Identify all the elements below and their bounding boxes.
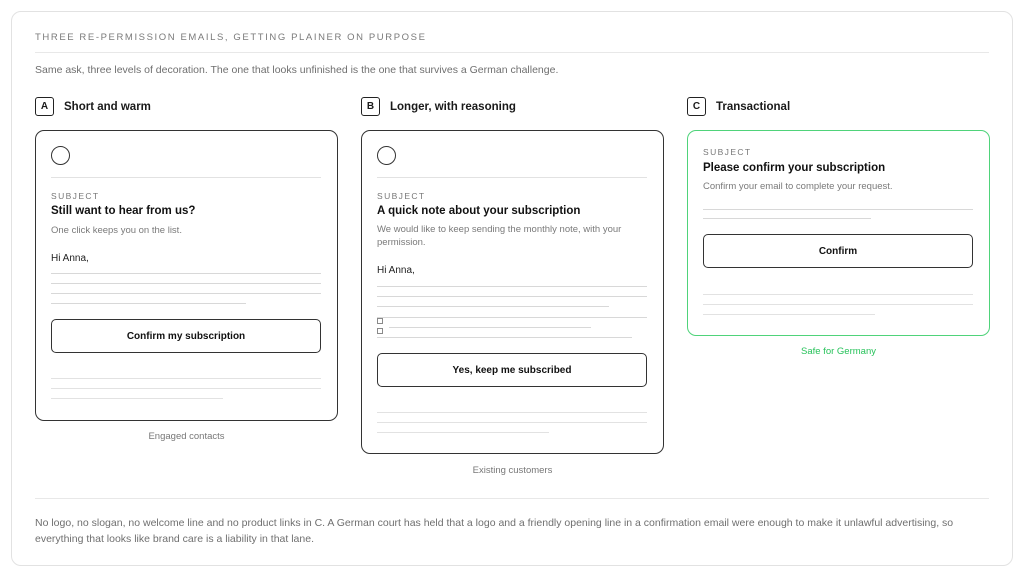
body-text-line	[703, 218, 871, 219]
bullet-checkbox-icon	[377, 328, 383, 334]
email-card-c	[687, 130, 990, 336]
body-text-line	[51, 293, 321, 294]
footer-line	[51, 378, 321, 379]
greeting: Hi Anna,	[51, 253, 89, 264]
email-card-b	[361, 130, 664, 454]
lede-text: Same ask, three levels of decoration. The one that looks unfinished is the one that survives a German challenge.	[35, 64, 559, 76]
footer-divider	[35, 498, 989, 499]
subject-line: Please confirm your subscription	[703, 162, 886, 174]
column-b-heading	[361, 97, 516, 116]
body-text-line	[377, 306, 609, 307]
column-c-heading	[687, 97, 790, 116]
column-b-caption: Existing customers	[472, 465, 553, 476]
footer-line	[377, 412, 647, 413]
footer-line	[51, 388, 321, 389]
body-text-line	[51, 303, 246, 304]
footer-line	[377, 422, 647, 423]
bullet-text-line	[389, 327, 591, 328]
footer-line	[51, 398, 223, 399]
body-text-line	[377, 317, 647, 318]
email-card-a	[35, 130, 338, 421]
body-text-line	[51, 273, 321, 274]
footnote-text: No logo, no slogan, no welcome line and no product links in C. A German court has held that a logo and a friendly opening line in a confirmation email were enough to make it unlawful advertising, so everything that looks like brand care is a liability in that lane.	[35, 517, 954, 545]
confirm-button[interactable]: Confirm	[703, 234, 973, 268]
column-c-title: Transactional	[716, 100, 791, 113]
footer-line	[703, 294, 973, 295]
subject-label: SUBJECT	[51, 191, 100, 201]
column-b-title: Longer, with reasoning	[390, 100, 516, 113]
subject-line: A quick note about your subscription	[377, 205, 581, 217]
subject-label: SUBJECT	[377, 191, 426, 201]
divider-line	[377, 177, 647, 178]
keep-subscribed-button[interactable]: Yes, keep me subscribed	[377, 353, 647, 387]
preview-text: One click keeps you on the list.	[51, 225, 182, 236]
body-text-line	[377, 337, 632, 338]
confirm-subscription-button[interactable]: Confirm my subscription	[51, 319, 321, 353]
column-a-letter-badge: A	[35, 97, 54, 116]
column-a-title: Short and warm	[64, 100, 151, 113]
body-text-line	[703, 209, 973, 210]
greeting: Hi Anna,	[377, 265, 415, 276]
column-c-letter-badge: C	[687, 97, 706, 116]
logo-placeholder-circle	[377, 146, 396, 165]
logo-placeholder-circle	[51, 146, 70, 165]
subject-line: Still want to hear from us?	[51, 205, 196, 217]
bullet-checkbox-icon	[377, 318, 383, 324]
footer-line	[703, 304, 973, 305]
body-text-line	[377, 286, 647, 287]
body-text-line	[51, 283, 321, 284]
eyebrow-title: THREE RE-PERMISSION EMAILS, GETTING PLAINER ON PURPOSE	[35, 32, 427, 43]
footer-line	[703, 314, 875, 315]
column-c-caption-safe: Safe for Germany	[801, 346, 876, 357]
footer-line	[377, 432, 549, 433]
preview-text: Confirm your email to complete your request.	[703, 181, 893, 192]
divider-line	[51, 177, 321, 178]
subject-label: SUBJECT	[703, 147, 752, 157]
header-divider	[35, 52, 989, 53]
body-text-line	[377, 296, 647, 297]
preview-text: We would like to keep sending the monthly note, with your permission.	[377, 224, 622, 248]
column-a-caption: Engaged contacts	[148, 431, 225, 442]
column-a-heading	[35, 97, 151, 116]
column-b-letter-badge: B	[361, 97, 380, 116]
